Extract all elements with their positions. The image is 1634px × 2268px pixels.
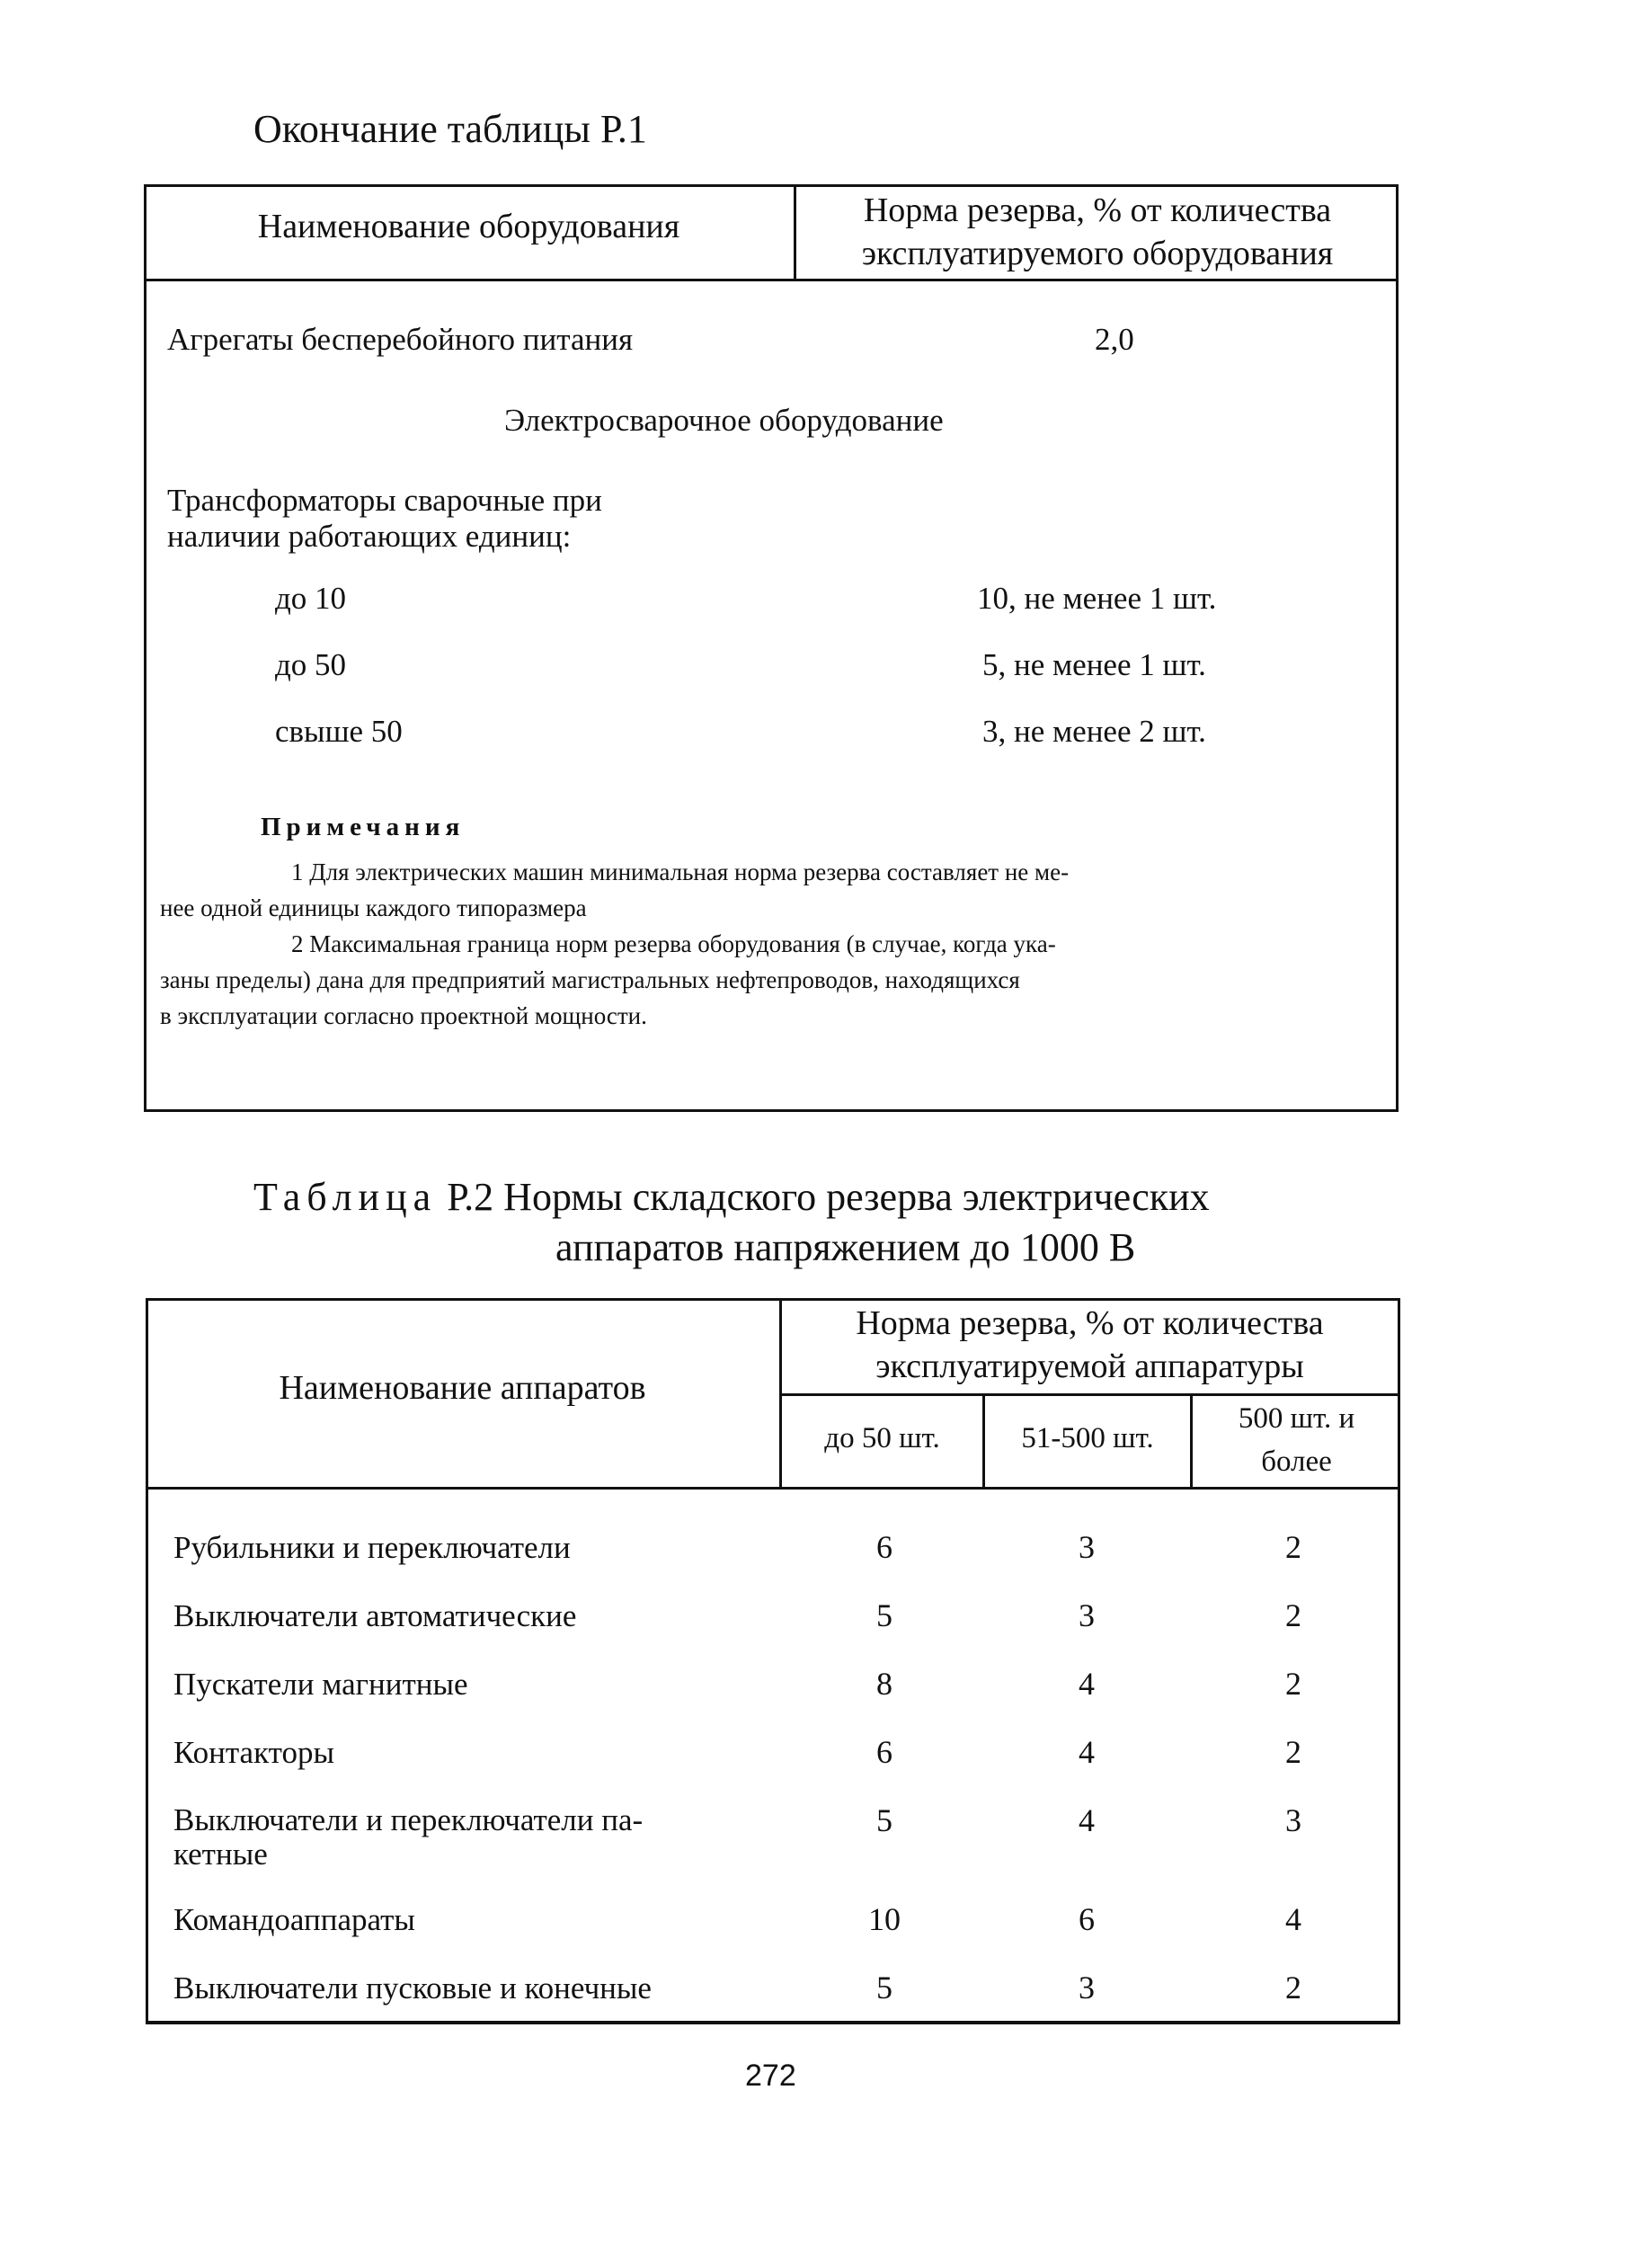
note2-line2: заны пределы) дана для предприятий магистральных нефтепроводов, находящихся (160, 966, 1020, 993)
table1-transformer-range: до 50 (275, 647, 347, 682)
table2-caption-title: Нормы складского резерва электрических (503, 1175, 1210, 1219)
table-row-name (173, 1803, 643, 1872)
table-row-name: Командоаппараты (173, 1902, 415, 1937)
table1-transformer-value: 3, не менее 2 шт. (982, 714, 1206, 749)
table1-transformer-value: 5, не менее 1 шт. (982, 647, 1206, 682)
table1-header-reserve (796, 189, 1399, 275)
table2-group-divider (779, 1393, 1400, 1396)
table1-header-reserve-line1: Норма резерва, % от количества (863, 191, 1332, 229)
table-cell: 5 (876, 1597, 892, 1633)
table-cell: 2 (1285, 1666, 1301, 1702)
table1-notes (160, 854, 1384, 1034)
table1-transformer-value: 10, не менее 1 шт. (977, 581, 1217, 616)
table-cell: 8 (876, 1666, 892, 1702)
table2-header-reserve (779, 1302, 1400, 1388)
table-cell: 3 (1079, 1970, 1095, 2006)
table-cell: 3 (1285, 1802, 1301, 1838)
table-row-name-line1: Выключатели и переключатели па- (173, 1802, 644, 1837)
page-number: 272 (745, 2059, 796, 2093)
table1-header-reserve-line2: эксплуатируемого оборудования (861, 235, 1334, 272)
table-row-name-line2: кетные (173, 1837, 268, 1872)
table-cell: 10 (868, 1901, 901, 1937)
table-cell: 6 (876, 1734, 892, 1770)
table-cell: 4 (1079, 1802, 1095, 1838)
table1-transformers-label (167, 483, 602, 555)
table-cell: 3 (1079, 1529, 1095, 1565)
table1-row-ups-name: Агрегаты бесперебойного питания (167, 322, 634, 357)
table2-header-divider (146, 1487, 1400, 1490)
table2-caption-line1 (253, 1174, 1210, 1220)
table1-row-ups-value: 2,0 (1095, 322, 1134, 357)
table2-subheader-500-plus (1193, 1397, 1400, 1483)
table-cell: 2 (1285, 1734, 1301, 1770)
table1-header-divider (144, 279, 1399, 281)
table2-header-apparatus: Наименование аппаратов (279, 1369, 646, 1407)
table-cell: 2 (1285, 1597, 1301, 1633)
table2-caption-prefix: Таблица (253, 1175, 438, 1219)
table-row-name: Контакторы (173, 1735, 334, 1770)
table2-subheader-up-to-50: до 50 шт. (824, 1422, 940, 1454)
table1-transformers-line2: наличии работающих единиц: (167, 519, 572, 554)
table-row-name: Пускатели магнитные (173, 1667, 468, 1702)
table-row-name: Выключатели пусковые и конечные (173, 1970, 652, 2006)
table1-caption: Окончание таблицы Р.1 (253, 107, 647, 151)
table2-subheader-500-line2: более (1261, 1445, 1332, 1478)
note2-line1: 2 Максимальная граница норм резерва оборудования (в случае, когда ука- (291, 930, 1056, 957)
table-cell: 4 (1079, 1666, 1095, 1702)
table-cell: 6 (1079, 1901, 1095, 1937)
table1-notes-title: Примечания (261, 813, 466, 841)
table-cell: 5 (876, 1970, 892, 2006)
table-cell: 4 (1285, 1901, 1301, 1937)
table2-subheader-500-line1: 500 шт. и (1238, 1402, 1355, 1435)
table1-transformer-range: до 10 (275, 581, 347, 616)
table-cell: 3 (1079, 1597, 1095, 1633)
table2-caption-line2: аппаратов напряжением до 1000 В (555, 1225, 1136, 1269)
table2-subheader-51-500: 51-500 шт. (1021, 1422, 1154, 1454)
table-cell: 2 (1285, 1970, 1301, 2006)
table1-header-equipment: Наименование оборудования (257, 208, 680, 245)
note1-line1: 1 Для электрических машин минимальная норма резерва составляет не ме- (291, 858, 1070, 885)
note1-line2: нее одной единицы каждого типоразмера (160, 894, 587, 921)
table2-caption-number: Р.2 (447, 1175, 494, 1219)
note2-line3: в эксплуатации согласно проектной мощности. (160, 1002, 647, 1029)
table-cell: 4 (1079, 1734, 1095, 1770)
table2-header-reserve-line2: эксплуатируемой аппаратуры (875, 1347, 1304, 1385)
table-cell: 5 (876, 1802, 892, 1838)
table2-header-reserve-line1: Норма резерва, % от количества (856, 1304, 1324, 1342)
table-row-name: Рубильники и переключатели (173, 1530, 571, 1565)
table-row-name: Выключатели автоматические (173, 1598, 577, 1633)
table1-section-welding: Электросварочное оборудование (504, 403, 944, 438)
table1-transformer-range: свыше 50 (275, 714, 403, 749)
table-cell: 6 (876, 1529, 892, 1565)
table1-transformers-line1: Трансформаторы сварочные при (167, 483, 602, 518)
table-cell: 2 (1285, 1529, 1301, 1565)
